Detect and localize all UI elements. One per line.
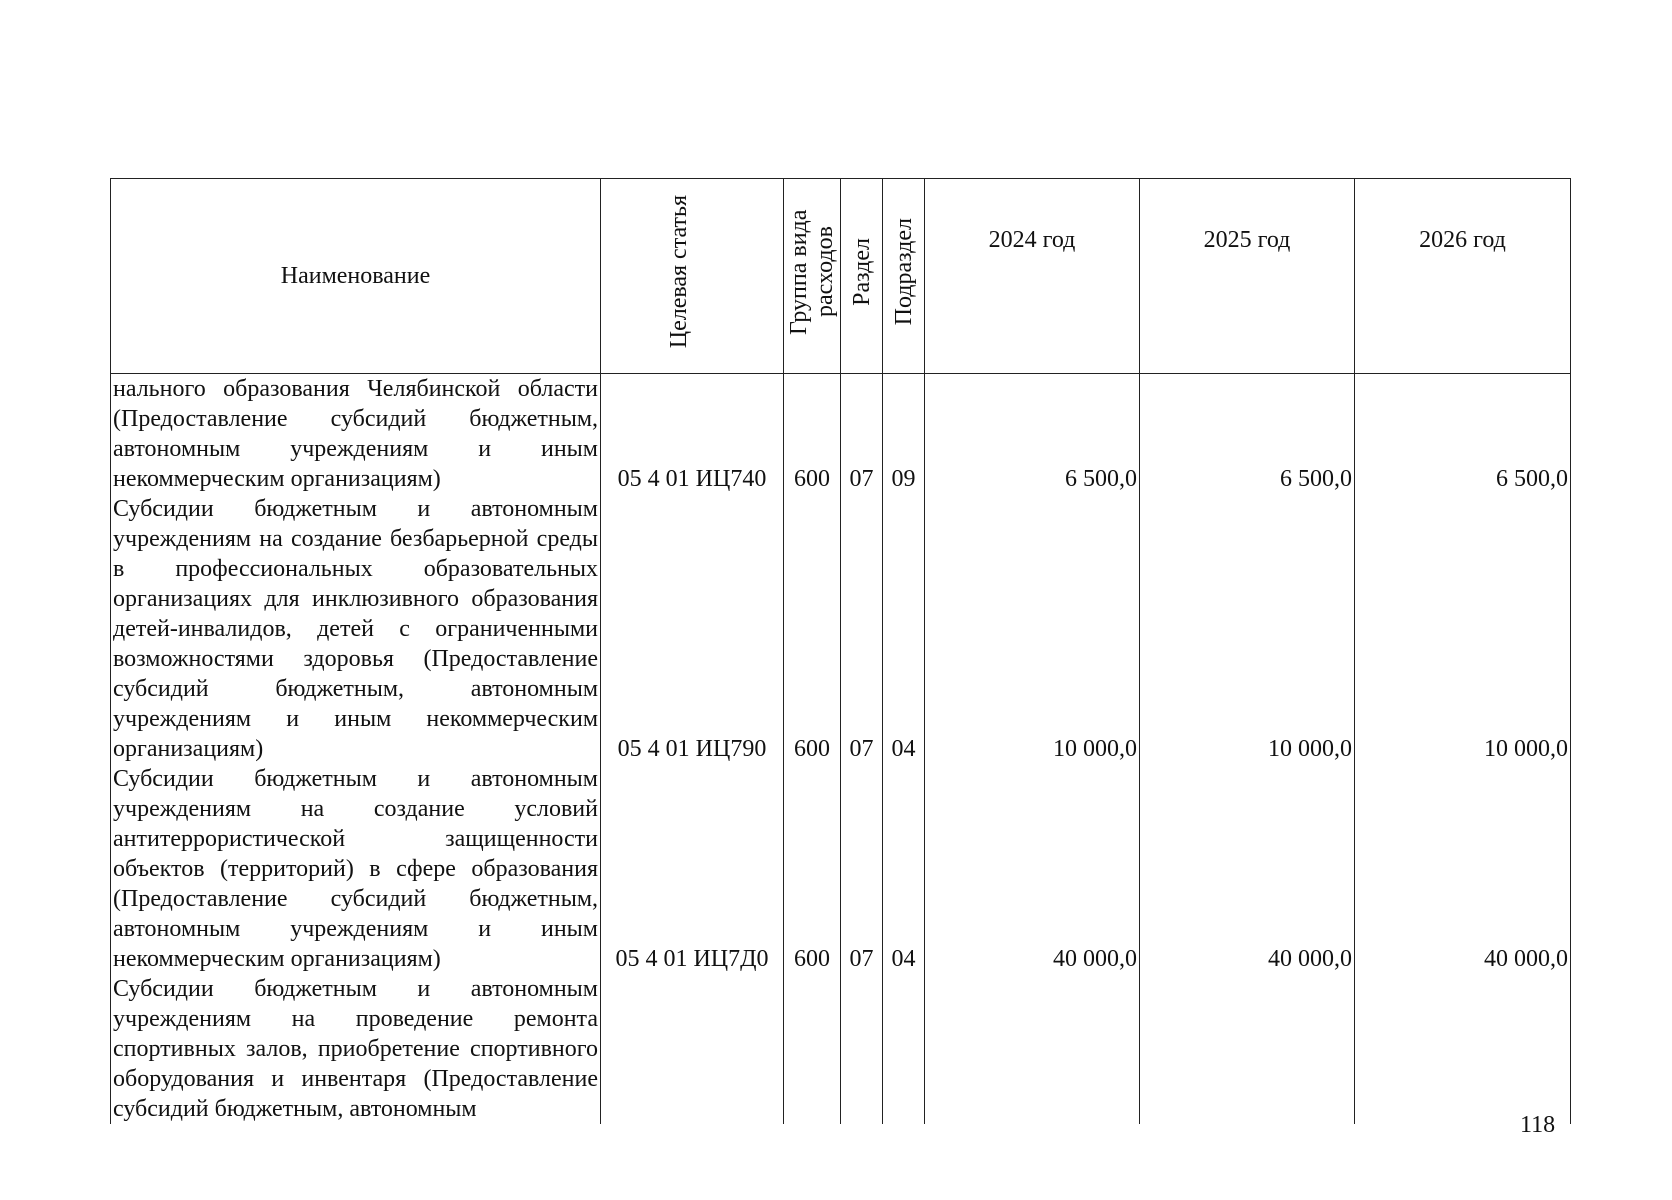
header-2024: 2024 год <box>925 179 1140 374</box>
header-2026: 2026 год <box>1355 179 1571 374</box>
row-amount-2024: 40 000,0 <box>925 764 1140 974</box>
row-amount-2026: 40 000,0 <box>1355 764 1571 974</box>
header-expense-group: Группа вида расходов <box>784 179 841 374</box>
row-amount-2026 <box>1355 974 1571 1124</box>
row-name: Субсидии бюджетным и автономным учреждениям на создание условий антитеррористической защищенности объектов (территорий) в сфере образования (Предоставление субсидий бюджетным, автономным учреждениям и иным некоммерческим организациям) <box>111 764 601 974</box>
row-name: нального образования Челябинской области (Предоставление субсидий бюджетным, автономным учреждениям и иным некоммерческим организациям) <box>111 374 601 495</box>
header-2025: 2025 год <box>1140 179 1355 374</box>
row-amount-2026: 10 000,0 <box>1355 494 1571 764</box>
table-row <box>111 974 1571 1124</box>
row-name: Субсидии бюджетным и автономным учреждениям на создание безбарьерной среды в профессиональных образовательных организациях для инклюзивного образования детей-инвалидов, детей с ограниченными возможностями здоровья (Предоставление субсидий бюджетным, автономным учреждениям и иным некоммерческим организациям) <box>111 494 601 764</box>
row-name: Субсидии бюджетным и автономным учреждениям на проведение ремонта спортивных залов, приобретение спортивного оборудования и инвентаря (Предоставление субсидий бюджетным, автономным <box>111 974 601 1124</box>
row-section: 07 <box>841 764 883 974</box>
row-target-article: 05 4 01 ИЦ740 <box>601 374 784 495</box>
header-name: Наименование <box>111 179 601 374</box>
header-section: Раздел <box>841 179 883 374</box>
page-number: 118 <box>1520 1112 1556 1138</box>
table-row <box>111 374 1571 495</box>
row-amount-2025: 6 500,0 <box>1140 374 1355 495</box>
header-subsection: Подраздел <box>883 179 925 374</box>
row-expense-group: 600 <box>784 764 841 974</box>
budget-table <box>110 178 1571 1124</box>
row-amount-2025 <box>1140 974 1355 1124</box>
row-section: 07 <box>841 374 883 495</box>
row-target-article <box>601 974 784 1124</box>
row-amount-2025: 40 000,0 <box>1140 764 1355 974</box>
row-subsection: 04 <box>883 494 925 764</box>
row-expense-group: 600 <box>784 494 841 764</box>
header-row <box>111 179 1571 374</box>
row-amount-2024: 6 500,0 <box>925 374 1140 495</box>
row-amount-2026: 6 500,0 <box>1355 374 1571 495</box>
row-subsection: 04 <box>883 764 925 974</box>
row-section: 07 <box>841 494 883 764</box>
row-target-article: 05 4 01 ИЦ790 <box>601 494 784 764</box>
row-amount-2024: 10 000,0 <box>925 494 1140 764</box>
table-row <box>111 494 1571 764</box>
row-amount-2024 <box>925 974 1140 1124</box>
table-row <box>111 764 1571 974</box>
row-amount-2025: 10 000,0 <box>1140 494 1355 764</box>
row-target-article: 05 4 01 ИЦ7Д0 <box>601 764 784 974</box>
row-expense-group <box>784 974 841 1124</box>
row-expense-group: 600 <box>784 374 841 495</box>
row-section <box>841 974 883 1124</box>
header-target-article: Целевая статья <box>601 179 784 374</box>
row-subsection <box>883 974 925 1124</box>
row-subsection: 09 <box>883 374 925 495</box>
